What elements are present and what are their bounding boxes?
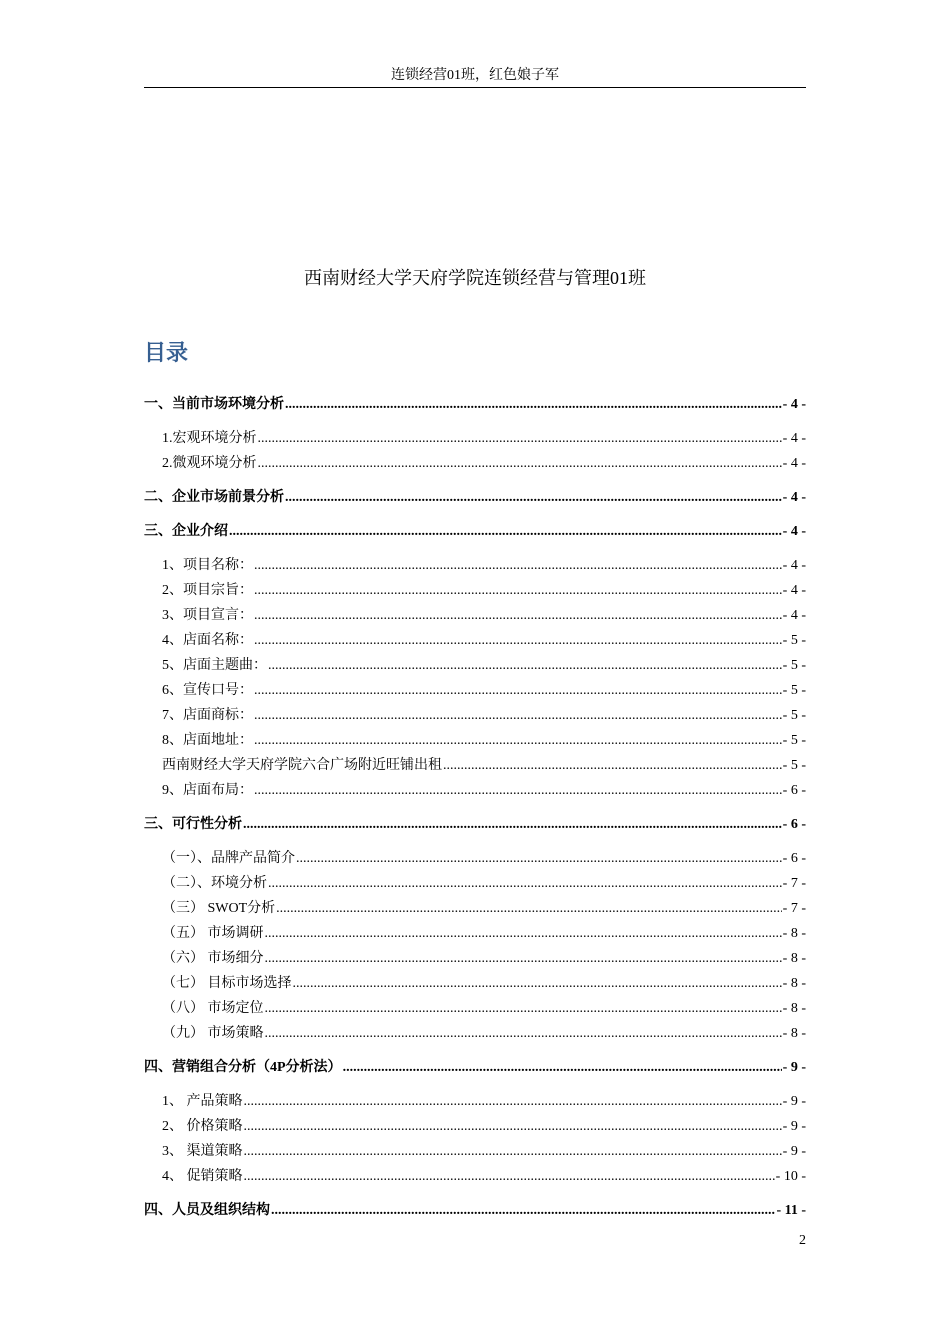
toc-leader-dots <box>244 1139 782 1164</box>
toc-entry-page: - 4 - <box>782 431 806 446</box>
toc-entry-title: 一、当前市场环境分析 <box>144 397 284 412</box>
toc-entry[interactable] <box>144 1198 806 1223</box>
toc-entry-title: 三、可行性分析 <box>144 817 242 832</box>
toc-entry[interactable] <box>144 451 806 476</box>
toc-entry-title: 5、店面主题曲： <box>162 658 267 673</box>
toc-leader-dots <box>271 1198 775 1223</box>
toc-entry[interactable] <box>144 1021 806 1046</box>
toc-entry-page: - 11 - <box>776 1203 806 1218</box>
page-header: 连锁经营01班，红色娘子军 <box>391 68 559 83</box>
toc-entry[interactable] <box>144 896 806 921</box>
toc-entry-page: - 5 - <box>782 683 806 698</box>
toc-leader-dots <box>254 728 782 753</box>
toc-entry-page: - 8 - <box>782 1026 806 1041</box>
toc-entry-page: - 8 - <box>782 926 806 941</box>
toc-entry-title: 2.微观环境分析 <box>162 456 257 471</box>
toc-entry-title: 西南财经大学天府学院六合广场附近旺铺出租 <box>162 758 442 773</box>
toc-entry[interactable] <box>144 728 806 753</box>
toc-leader-dots <box>243 812 782 837</box>
toc-leader-dots <box>254 603 782 628</box>
toc-entry[interactable] <box>144 485 806 510</box>
toc-entry[interactable] <box>144 392 806 417</box>
toc-entry[interactable] <box>144 846 806 871</box>
toc-entry-page: - 9 - <box>782 1144 806 1159</box>
toc-entry-title: （三） SWOT分析 <box>162 901 276 916</box>
toc-entry[interactable] <box>144 653 806 678</box>
toc-leader-dots <box>343 1055 782 1080</box>
toc-entry[interactable] <box>144 812 806 837</box>
toc-entry-title: （六） 市场细分 <box>162 951 264 966</box>
toc-entry[interactable] <box>144 628 806 653</box>
toc-entry-page: - 4 - <box>782 583 806 598</box>
toc-entry-page: - 6 - <box>782 783 806 798</box>
toc-entry-title: 9、店面布局： <box>162 783 253 798</box>
toc-leader-dots <box>244 1114 782 1139</box>
page-number: 2 <box>799 1233 806 1248</box>
toc-leader-dots <box>268 653 782 678</box>
toc-entry-title: 2、项目宗旨： <box>162 583 253 598</box>
toc-title: 目录 <box>144 341 189 366</box>
toc-leader-dots <box>293 971 782 996</box>
toc-entry-page: - 6 - <box>782 817 806 832</box>
toc-entry-page: - 8 - <box>782 1001 806 1016</box>
toc-entry-page: - 9 - <box>782 1119 806 1134</box>
toc-entry-page: - 4 - <box>782 490 806 505</box>
toc-entry-page: - 5 - <box>782 758 806 773</box>
toc-entry-page: - 10 - <box>775 1169 806 1184</box>
toc-entry-title: 7、店面商标： <box>162 708 253 723</box>
toc-entry[interactable] <box>144 1164 806 1189</box>
toc-entry[interactable] <box>144 1114 806 1139</box>
toc-entry-title: 3、项目宣言： <box>162 608 253 623</box>
header-rule <box>144 87 806 88</box>
toc-leader-dots <box>244 1164 775 1189</box>
toc-entry-title: 1、 产品策略 <box>162 1094 243 1109</box>
toc-leader-dots <box>285 485 782 510</box>
toc-leader-dots <box>265 946 782 971</box>
toc-entry-page: - 4 - <box>782 524 806 539</box>
toc-entry[interactable] <box>144 578 806 603</box>
toc-entry-page: - 4 - <box>782 397 806 412</box>
toc-entry-page: - 4 - <box>782 608 806 623</box>
toc-entry-title: 3、 渠道策略 <box>162 1144 243 1159</box>
toc-leader-dots <box>258 426 782 451</box>
toc-entry-page: - 8 - <box>782 951 806 966</box>
toc-entry[interactable] <box>144 996 806 1021</box>
toc-entry-title: 4、店面名称： <box>162 633 253 648</box>
toc-entry-title: 三、企业介绍 <box>144 524 228 539</box>
toc-leader-dots <box>229 519 782 544</box>
toc-leader-dots <box>254 578 782 603</box>
toc-entry-page: - 4 - <box>782 558 806 573</box>
toc-leader-dots <box>258 451 782 476</box>
toc-entry[interactable] <box>144 426 806 451</box>
toc-entry[interactable] <box>144 1089 806 1114</box>
document-subtitle: 西南财经大学天府学院连锁经营与管理01班 <box>304 268 646 288</box>
toc-entry-title: （五） 市场调研 <box>162 926 264 941</box>
toc-leader-dots <box>254 628 782 653</box>
toc-leader-dots <box>296 846 782 871</box>
toc-entry-title: （九） 市场策略 <box>162 1026 264 1041</box>
toc-entry-title: （七） 目标市场选择 <box>162 976 292 991</box>
toc-leader-dots <box>254 553 782 578</box>
toc-entry-title: 1.宏观环境分析 <box>162 431 257 446</box>
toc-entry-title: （一）、品牌产品简介 <box>162 851 295 866</box>
table-of-contents <box>144 392 806 1232</box>
toc-entry-title: 二、企业市场前景分析 <box>144 490 284 505</box>
toc-entry-page: - 6 - <box>782 851 806 866</box>
toc-entry-page: - 8 - <box>782 976 806 991</box>
toc-entry-title: 4、 促销策略 <box>162 1169 243 1184</box>
toc-leader-dots <box>268 871 782 896</box>
toc-leader-dots <box>244 1089 782 1114</box>
toc-entry-title: 四、营销组合分析（4P分析法） <box>144 1060 342 1075</box>
toc-leader-dots <box>265 921 782 946</box>
toc-entry-title: 6、宣传口号： <box>162 683 253 698</box>
toc-entry-page: - 7 - <box>782 876 806 891</box>
toc-entry-page: - 5 - <box>782 658 806 673</box>
toc-entry-page: - 9 - <box>782 1060 806 1075</box>
toc-leader-dots <box>265 1021 782 1046</box>
toc-entry-page: - 4 - <box>782 456 806 471</box>
toc-entry[interactable] <box>144 703 806 728</box>
toc-entry-title: 1、项目名称： <box>162 558 253 573</box>
toc-leader-dots <box>285 392 782 417</box>
toc-leader-dots <box>265 996 782 1021</box>
toc-entry[interactable] <box>144 603 806 628</box>
toc-leader-dots <box>254 678 782 703</box>
toc-entry[interactable] <box>144 946 806 971</box>
toc-entry[interactable] <box>144 1055 806 1080</box>
toc-entry-page: - 5 - <box>782 733 806 748</box>
toc-leader-dots <box>254 778 782 803</box>
toc-entry-title: 8、店面地址： <box>162 733 253 748</box>
toc-entry[interactable] <box>144 921 806 946</box>
toc-entry-page: - 9 - <box>782 1094 806 1109</box>
toc-entry[interactable] <box>144 971 806 996</box>
toc-entry[interactable] <box>144 519 806 544</box>
toc-entry[interactable] <box>144 1139 806 1164</box>
toc-entry-page: - 7 - <box>782 901 806 916</box>
toc-entry[interactable] <box>144 678 806 703</box>
toc-entry[interactable] <box>144 778 806 803</box>
toc-entry-title: （八） 市场定位 <box>162 1001 264 1016</box>
toc-entry-page: - 5 - <box>782 708 806 723</box>
toc-entry[interactable] <box>144 753 806 778</box>
toc-entry[interactable] <box>144 871 806 896</box>
toc-leader-dots <box>443 753 782 778</box>
toc-leader-dots <box>254 703 782 728</box>
toc-entry-title: 四、人员及组织结构 <box>144 1203 270 1218</box>
toc-entry[interactable] <box>144 553 806 578</box>
toc-entry-title: 2、 价格策略 <box>162 1119 243 1134</box>
toc-leader-dots <box>276 896 782 921</box>
toc-entry-title: （二）、环境分析 <box>162 876 267 891</box>
toc-entry-page: - 5 - <box>782 633 806 648</box>
